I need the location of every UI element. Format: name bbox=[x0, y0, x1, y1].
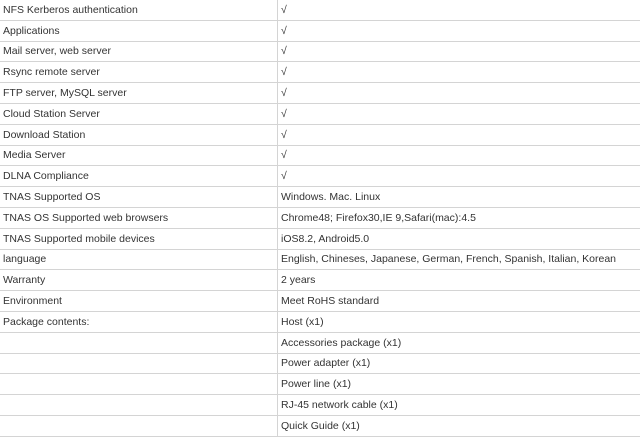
spec-row bbox=[0, 103, 640, 124]
spec-value-cell: √ bbox=[278, 124, 640, 145]
spec-label-cell: DLNA Compliance bbox=[0, 166, 278, 187]
spec-label-cell: Rsync remote server bbox=[0, 62, 278, 83]
spec-label-cell bbox=[0, 374, 278, 395]
spec-row bbox=[0, 291, 640, 312]
spec-label-cell: Mail server, web server bbox=[0, 41, 278, 62]
spec-label-cell bbox=[0, 332, 278, 353]
spec-value-cell: √ bbox=[278, 145, 640, 166]
spec-value-cell: 2 years bbox=[278, 270, 640, 291]
spec-value-cell: Windows. Mac. Linux bbox=[278, 187, 640, 208]
spec-label-cell bbox=[0, 353, 278, 374]
spec-value-cell: iOS8.2, Android5.0 bbox=[278, 228, 640, 249]
spec-label-cell: TNAS OS Supported web browsers bbox=[0, 207, 278, 228]
spec-label-cell bbox=[0, 415, 278, 436]
spec-row bbox=[0, 415, 640, 436]
spec-value-cell: Quick Guide (x1) bbox=[278, 415, 640, 436]
spec-value-cell: √ bbox=[278, 83, 640, 104]
spec-row bbox=[0, 187, 640, 208]
spec-value-cell: Meet RoHS standard bbox=[278, 291, 640, 312]
spec-row bbox=[0, 41, 640, 62]
spec-label-cell bbox=[0, 395, 278, 416]
spec-label-cell: Environment bbox=[0, 291, 278, 312]
spec-row bbox=[0, 124, 640, 145]
spec-label-cell: TNAS Supported OS bbox=[0, 187, 278, 208]
spec-value-cell: English, Chineses, Japanese, German, French, Spanish, Italian, Korean bbox=[278, 249, 640, 270]
spec-row bbox=[0, 311, 640, 332]
spec-row bbox=[0, 270, 640, 291]
spec-row bbox=[0, 20, 640, 41]
spec-label-cell: FTP server, MySQL server bbox=[0, 83, 278, 104]
spec-row bbox=[0, 166, 640, 187]
spec-value-cell: Power adapter (x1) bbox=[278, 353, 640, 374]
spec-label-cell: Download Station bbox=[0, 124, 278, 145]
spec-label-cell: NFS Kerberos authentication bbox=[0, 0, 278, 20]
spec-row bbox=[0, 207, 640, 228]
spec-value-cell: √ bbox=[278, 20, 640, 41]
spec-row bbox=[0, 332, 640, 353]
spec-value-cell: Accessories package (x1) bbox=[278, 332, 640, 353]
spec-value-cell: √ bbox=[278, 41, 640, 62]
spec-row bbox=[0, 249, 640, 270]
spec-row bbox=[0, 353, 640, 374]
spec-value-cell: √ bbox=[278, 0, 640, 20]
spec-row bbox=[0, 145, 640, 166]
spec-label-cell: Package contents: bbox=[0, 311, 278, 332]
spec-row bbox=[0, 228, 640, 249]
spec-label-cell: TNAS Supported mobile devices bbox=[0, 228, 278, 249]
spec-value-cell: RJ-45 network cable (x1) bbox=[278, 395, 640, 416]
spec-row bbox=[0, 395, 640, 416]
spec-row bbox=[0, 62, 640, 83]
spec-label-cell: language bbox=[0, 249, 278, 270]
spec-row bbox=[0, 374, 640, 395]
spec-label-cell: Cloud Station Server bbox=[0, 103, 278, 124]
spec-row bbox=[0, 83, 640, 104]
spec-value-cell: Power line (x1) bbox=[278, 374, 640, 395]
spec-label-cell: Warranty bbox=[0, 270, 278, 291]
spec-value-cell: √ bbox=[278, 62, 640, 83]
spec-value-cell: √ bbox=[278, 103, 640, 124]
spec-value-cell: Chrome48; Firefox30,IE 9,Safari(mac):4.5 bbox=[278, 207, 640, 228]
spec-value-cell: Host (x1) bbox=[278, 311, 640, 332]
spec-value-cell: √ bbox=[278, 166, 640, 187]
spec-label-cell: Applications bbox=[0, 20, 278, 41]
spec-row bbox=[0, 0, 640, 20]
spec-label-cell: Media Server bbox=[0, 145, 278, 166]
